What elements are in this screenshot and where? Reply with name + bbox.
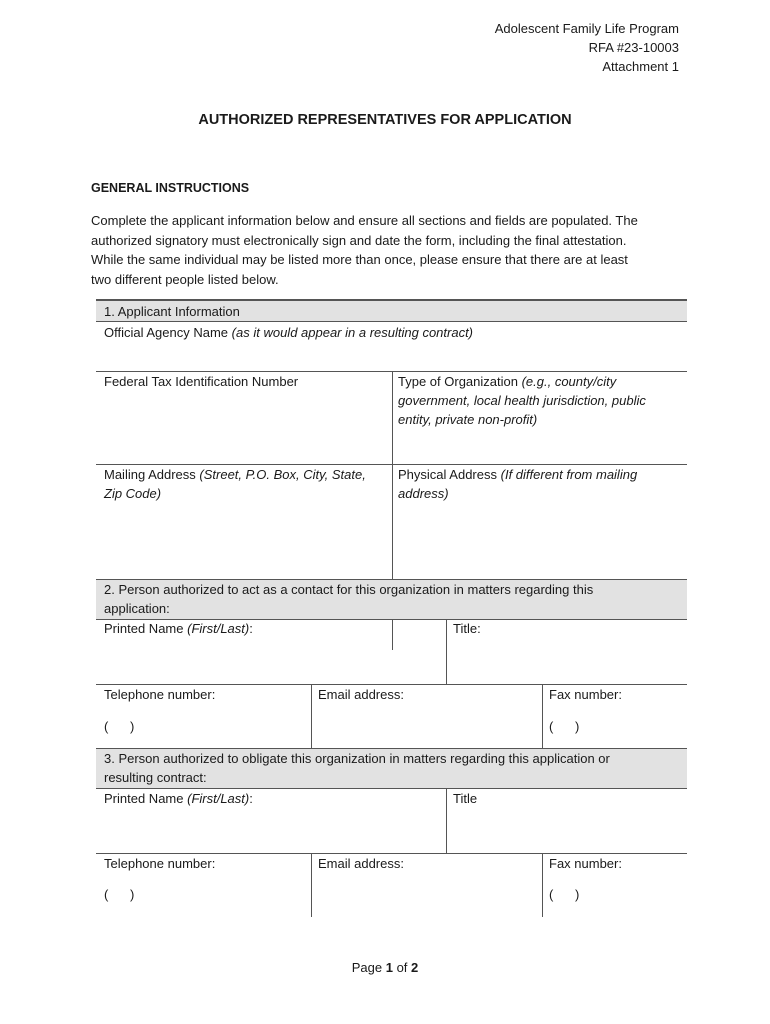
divider [96,299,687,301]
divider [542,684,543,748]
physical-address-label: Physical Address [398,467,497,482]
section3-title-line: 3. Person authorized to obligate this organization in matters regarding this application or [104,751,610,766]
instruction-line: authorized signatory must electronically sign and date the form, including the final attestation. [91,232,627,248]
mailing-address-hint: (Street, P.O. Box, City, State, [199,467,366,482]
instruction-line: two different people listed below. [91,271,279,287]
mailing-address-label: Mailing Address [104,467,196,482]
program-name: Adolescent Family Life Program [494,21,679,36]
section3-title [104,749,610,787]
rfa-number: RFA #23-10003 [588,40,679,55]
contact-fax-area-code: ( ) [549,719,580,734]
organization-type-hint: entity, private non-profit) [398,412,538,427]
general-instructions-text [91,211,691,289]
contact-title-field[interactable]: Title: [453,621,481,636]
section2-title-line: 2. Person authorized to act as a contact for this organization in matters regarding this [104,582,594,597]
instruction-line: Complete the applicant information below and ensure all sections and fields are populated. The [91,213,638,228]
section2-title-line: application: [104,601,170,616]
contact-name-hint: (First/Last) [187,621,250,636]
divider [446,788,447,853]
obligator-phone-area-code: ( ) [104,887,135,902]
physical-address-hint: address) [398,486,449,501]
agency-name-hint: (as it would appear in a resulting contract) [231,325,474,340]
colon: : [249,791,253,806]
of-word: of [396,960,408,975]
section1-title: 1. Applicant Information [104,304,240,319]
organization-type-hint: (e.g., county/city [521,374,617,389]
obligator-fax-area-code: ( ) [549,887,580,902]
obligator-name-hint: (First/Last) [187,791,250,806]
mailing-address-field[interactable] [104,465,366,503]
obligator-fax-field[interactable]: Fax number: [549,856,622,871]
document-header [495,19,679,76]
colon: : [249,621,253,636]
physical-address-field[interactable] [398,465,637,503]
contact-name-label: Printed Name [104,621,184,636]
contact-phone-field[interactable]: Telephone number: [104,687,216,702]
divider [96,321,687,322]
obligator-name-label: Printed Name [104,791,184,806]
agency-name-field[interactable] [104,323,473,342]
attachment-label: Attachment 1 [602,59,679,74]
contact-email-field[interactable]: Email address: [318,687,404,702]
contact-phone-area-code: ( ) [104,719,135,734]
contact-fax-field[interactable]: Fax number: [549,687,622,702]
general-instructions-heading: GENERAL INSTRUCTIONS [91,181,250,195]
tax-id-field[interactable]: Federal Tax Identification Number [104,374,299,389]
organization-type-hint: government, local health jurisdiction, public [398,393,646,408]
obligator-name-field[interactable] [104,789,253,808]
organization-type-field[interactable] [398,372,646,429]
page-footer [0,960,770,975]
obligator-phone-field[interactable]: Telephone number: [104,856,216,871]
total-pages: 2 [411,960,419,975]
instruction-line: While the same individual may be listed more than once, please ensure that there are at least [91,252,628,267]
divider [542,853,543,917]
page-title: AUTHORIZED REPRESENTATIVES FOR APPLICATION [198,112,572,128]
contact-name-field[interactable] [104,619,253,638]
section2-title [104,580,593,618]
current-page: 1 [385,960,393,975]
page-word: Page [351,960,383,975]
divider [446,619,447,684]
organization-type-label: Type of Organization [398,374,518,389]
section3-title-line: resulting contract: [104,770,207,785]
divider [311,853,312,917]
obligator-title-field[interactable]: Title [453,791,478,806]
mailing-address-hint: Zip Code) [104,486,162,501]
application-form [96,299,687,919]
agency-name-label: Official Agency Name [104,325,229,340]
physical-address-hint: (If different from mailing [500,467,638,482]
divider [311,684,312,748]
obligator-email-field[interactable]: Email address: [318,856,404,871]
